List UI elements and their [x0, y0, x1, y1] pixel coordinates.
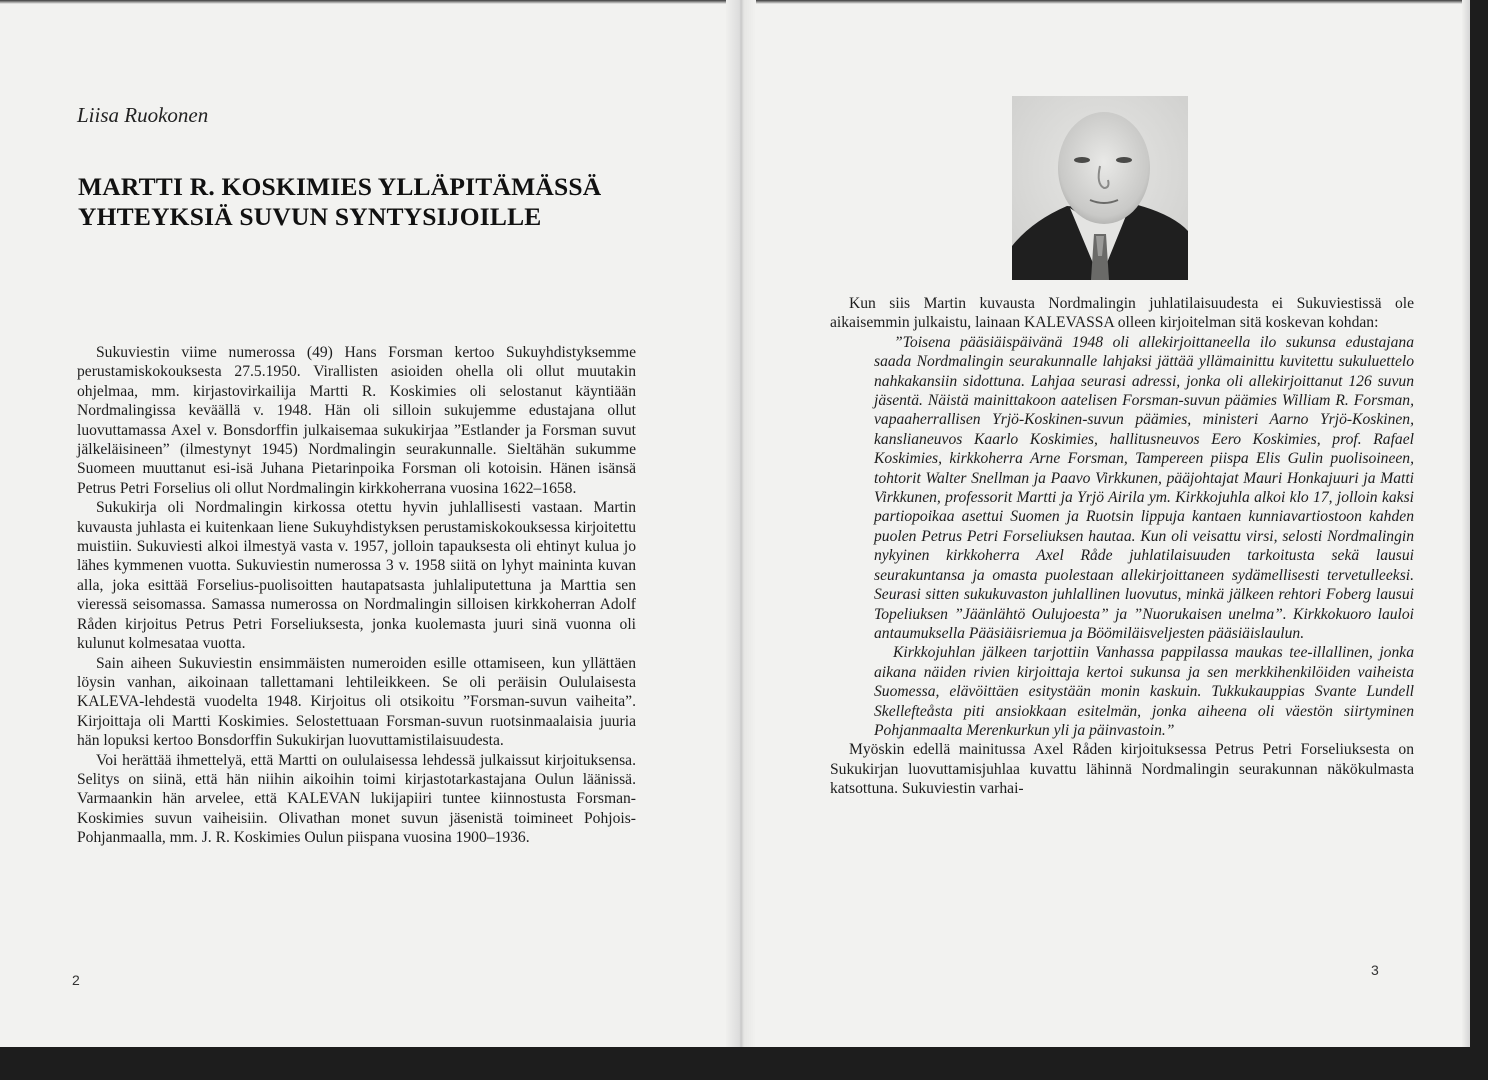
- title-line-2: YHTEYKSIÄ SUVUN SYNTYSIJOILLE: [78, 202, 542, 231]
- title-line-1: MARTTI R. KOSKIMIES YLLÄPITÄMÄSSÄ: [78, 172, 602, 201]
- paragraph: Sain aiheen Sukuviestin ensimmäisten numeroiden esille ottamiseen, kun yllättäen löysin vanhan, aikoinaan tallettamani lehtileikkeen. Se oli peräisin Oululaisesta KALEVA-lehdestä vuodelta 1948. Kirjoitus oli otsikoitu ”Forsman-suvun vaiheita”. Kirjoittaja oli Martti Koskimies. Selostettuaan Forsman-suvun ruotsinmaalaisia juuria hän lopuksi kertoo Bonsdorffin Sukukirjan luovuttamistilaisuudesta.: [77, 654, 636, 750]
- page-edge-shadow: [1462, 0, 1470, 1047]
- quote-paragraph: Kirkkojuhlan jälkeen tarjottiin Vanhassa pappilassa maukas tee-illallinen, jonka aikana näiden rivien kirjoittaja kertoi sukunsa ja sen merkkihenkilöiden vaiheista Suomessa, elävöittäen esitystään monin kaskuin. Tukkukauppias Svante Lundell Skellefteåsta piti ansiokkaan esitelmän, jonka aiheena oli väestön siirtyminen Pohjanmaalta Merenkurkun yli ja päinvastoin.”: [874, 644, 1414, 739]
- right-body-text: [830, 294, 1414, 799]
- left-page: [0, 0, 726, 1047]
- page-number-left: 2: [72, 972, 80, 988]
- paragraph: Sukuviestin viime numerossa (49) Hans Forsman kertoo Sukuyhdistyksemme perustamiskokouksesta 27.5.1950. Virallisten asioiden ohella oli ollut muutakin ohjelmaa, mm. kirjastovirkailija Martti R. Koskimies oli selostanut käyntiään Nordmalingissa keväällä v. 1948. Hän oli silloin sukujemme edustajana ollut luovuttamassa Axel v. Bonsdorffin julkaisemaa sukukirjaa ”Estlander ja Forsman suvut jälkeläisineen” (ilmestynyt 1945) Nordmalingin seurakunnalle. Sieltähän sukumme Suomeen muuttanut esi-isä Juhana Pietarinpoika Forsman oli kotoisin. Hänen isänsä Petrus Petri Forselius oli ollut Nordmalingin kirkkoherrana vuosina 1622–1658.: [77, 344, 636, 497]
- paragraph: Sukukirja oli Nordmalingin kirkossa otettu hyvin juhlallisesti vastaan. Martin kuvausta juhlasta ei kuitenkaan liene Sukuyhdistyksen perustamiskokouksessa kirjoitettu muistiin. Sukuviesti alkoi ilmestyä vasta v. 1957, jolloin tapauksesta oli ehtinyt kulua jo lähes kymmenen vuotta. Sukuviestin numerossa 3 v. 1958 siitä on lyhyt maininta kuvan alla, joka esittää Forselius-puolisoitten hautapatsasta juhlaliputettuna ja Marttia sen vieressä seisomassa. Samassa numerossa on Nordmalingin silloisen kirkkoherran Adolf Råden kirjoitus Petrus Petri Forseliuksesta, jonka kuolemasta juuri sinä vuonna oli kulunut kolmesataa vuotta.: [77, 499, 636, 653]
- paragraph: Voi herättää ihmettelyä, että Martti on oululaisessa lehdessä julkaissut kirjoituksensa. Selitys on siinä, että hän niihin aikoihin toimi kirjastotarkastajana Oulun läänissä. Varmaankin hän arvelee, että KALEVAN lukijapiiri tuntee kiinnostusta Forsman-Koskimies suvun vaiheisiin. Olivathan monet suvun jäsenistä toimineet Pohjois-Pohjanmaalla, mm. J. R. Koskimies Oulun piispana vuosina 1900–1936.: [77, 751, 636, 847]
- quote-paragraph: ”Toisena pääsiäispäivänä 1948 oli allekirjoittaneella ilo sukunsa edustajana saada Nordmalingin seurakunnalle lahjaksi jättää yllämainittu kuvitettu sukuluettelo nahkakansiin sidottuna. Lahjaa seurasi adressi, jonka oli allekirjoittanut 126 suvun jäsentä. Näistä mainittakoon aatelisen Forsman-suvun päämies William R. Forsman, vapaaherrallisen Yrjö-Koskinen-suvun päämies, ministeri Aarno Yrjö-Koskinen, kanslianeuvos Kaarlo Koskimies, hallitusneuvos Eero Koskimies, prof. Rafael Koskimies, kirkkoherra Arne Forsman, Tampereen piispa Elis Gulin puolisoineen, tohtorit Walter Snellman ja Paavo Virkkunen, pääjohtajat Mauri Honkajuuri ja Matti Virkkunen, professorit Martti ja Yrjö Airila ym. Kirkkojuhla alkoi klo 17, jolloin kaksi partiopoikaa asettui Suomen ja Ruotsin lippuja kantaen kunniavartiostoon kahden puolen Petrus Petri Forseliuksen hautaa. Kun oli veisattu virsi, selosti Nordmalingin nykyinen kirkkoherra Axel Råde juhlatilaisuuden tarkoitusta sekä lausui seurakuntansa ja omasta puolestaan allekirjoittaneen sydämellisesti tervetulleeksi. Seurasi sitten sukukuvaston juhlallinen luovutus, minkä jälkeen rehtori Foberg lausui Topeliuksen ”Jäänlähtö Oulujoesta” ja ”Nuorukaisen unelma”. Kirkkokuoro lauloi antaumuksella Pääsiäisriemua ja Böömiläisveljesten pääsiäislaulun.: [874, 333, 1414, 642]
- article-title: [78, 172, 638, 232]
- portrait-photo: [1012, 96, 1188, 280]
- quoted-excerpt: [830, 333, 1414, 741]
- book-gutter: [726, 0, 756, 1047]
- left-body-text: [77, 343, 636, 848]
- article-author: Liisa Ruokonen: [77, 103, 209, 127]
- closing-paragraph: Myöskin edellä mainitussa Axel Råden kirjoituksessa Petrus Petri Forseliuksesta on Sukukirjan luovuttamisjuhlaa kuvattu lähinnä Nordmalingin seurakunnan näkökulmasta katsottuna. Sukuviestin varhai-: [830, 741, 1414, 798]
- page-number-right: 3: [1371, 962, 1379, 978]
- portrait-icon: [1012, 96, 1188, 280]
- right-page: [756, 0, 1462, 1047]
- intro-paragraph: Kun siis Martin kuvausta Nordmalingin juhlatilaisuudesta ei Sukuviestissä ole aikaisemmin julkaistu, lainaan KALEVASSA olleen kirjoitelman sitä koskevan kohdan:: [830, 295, 1414, 332]
